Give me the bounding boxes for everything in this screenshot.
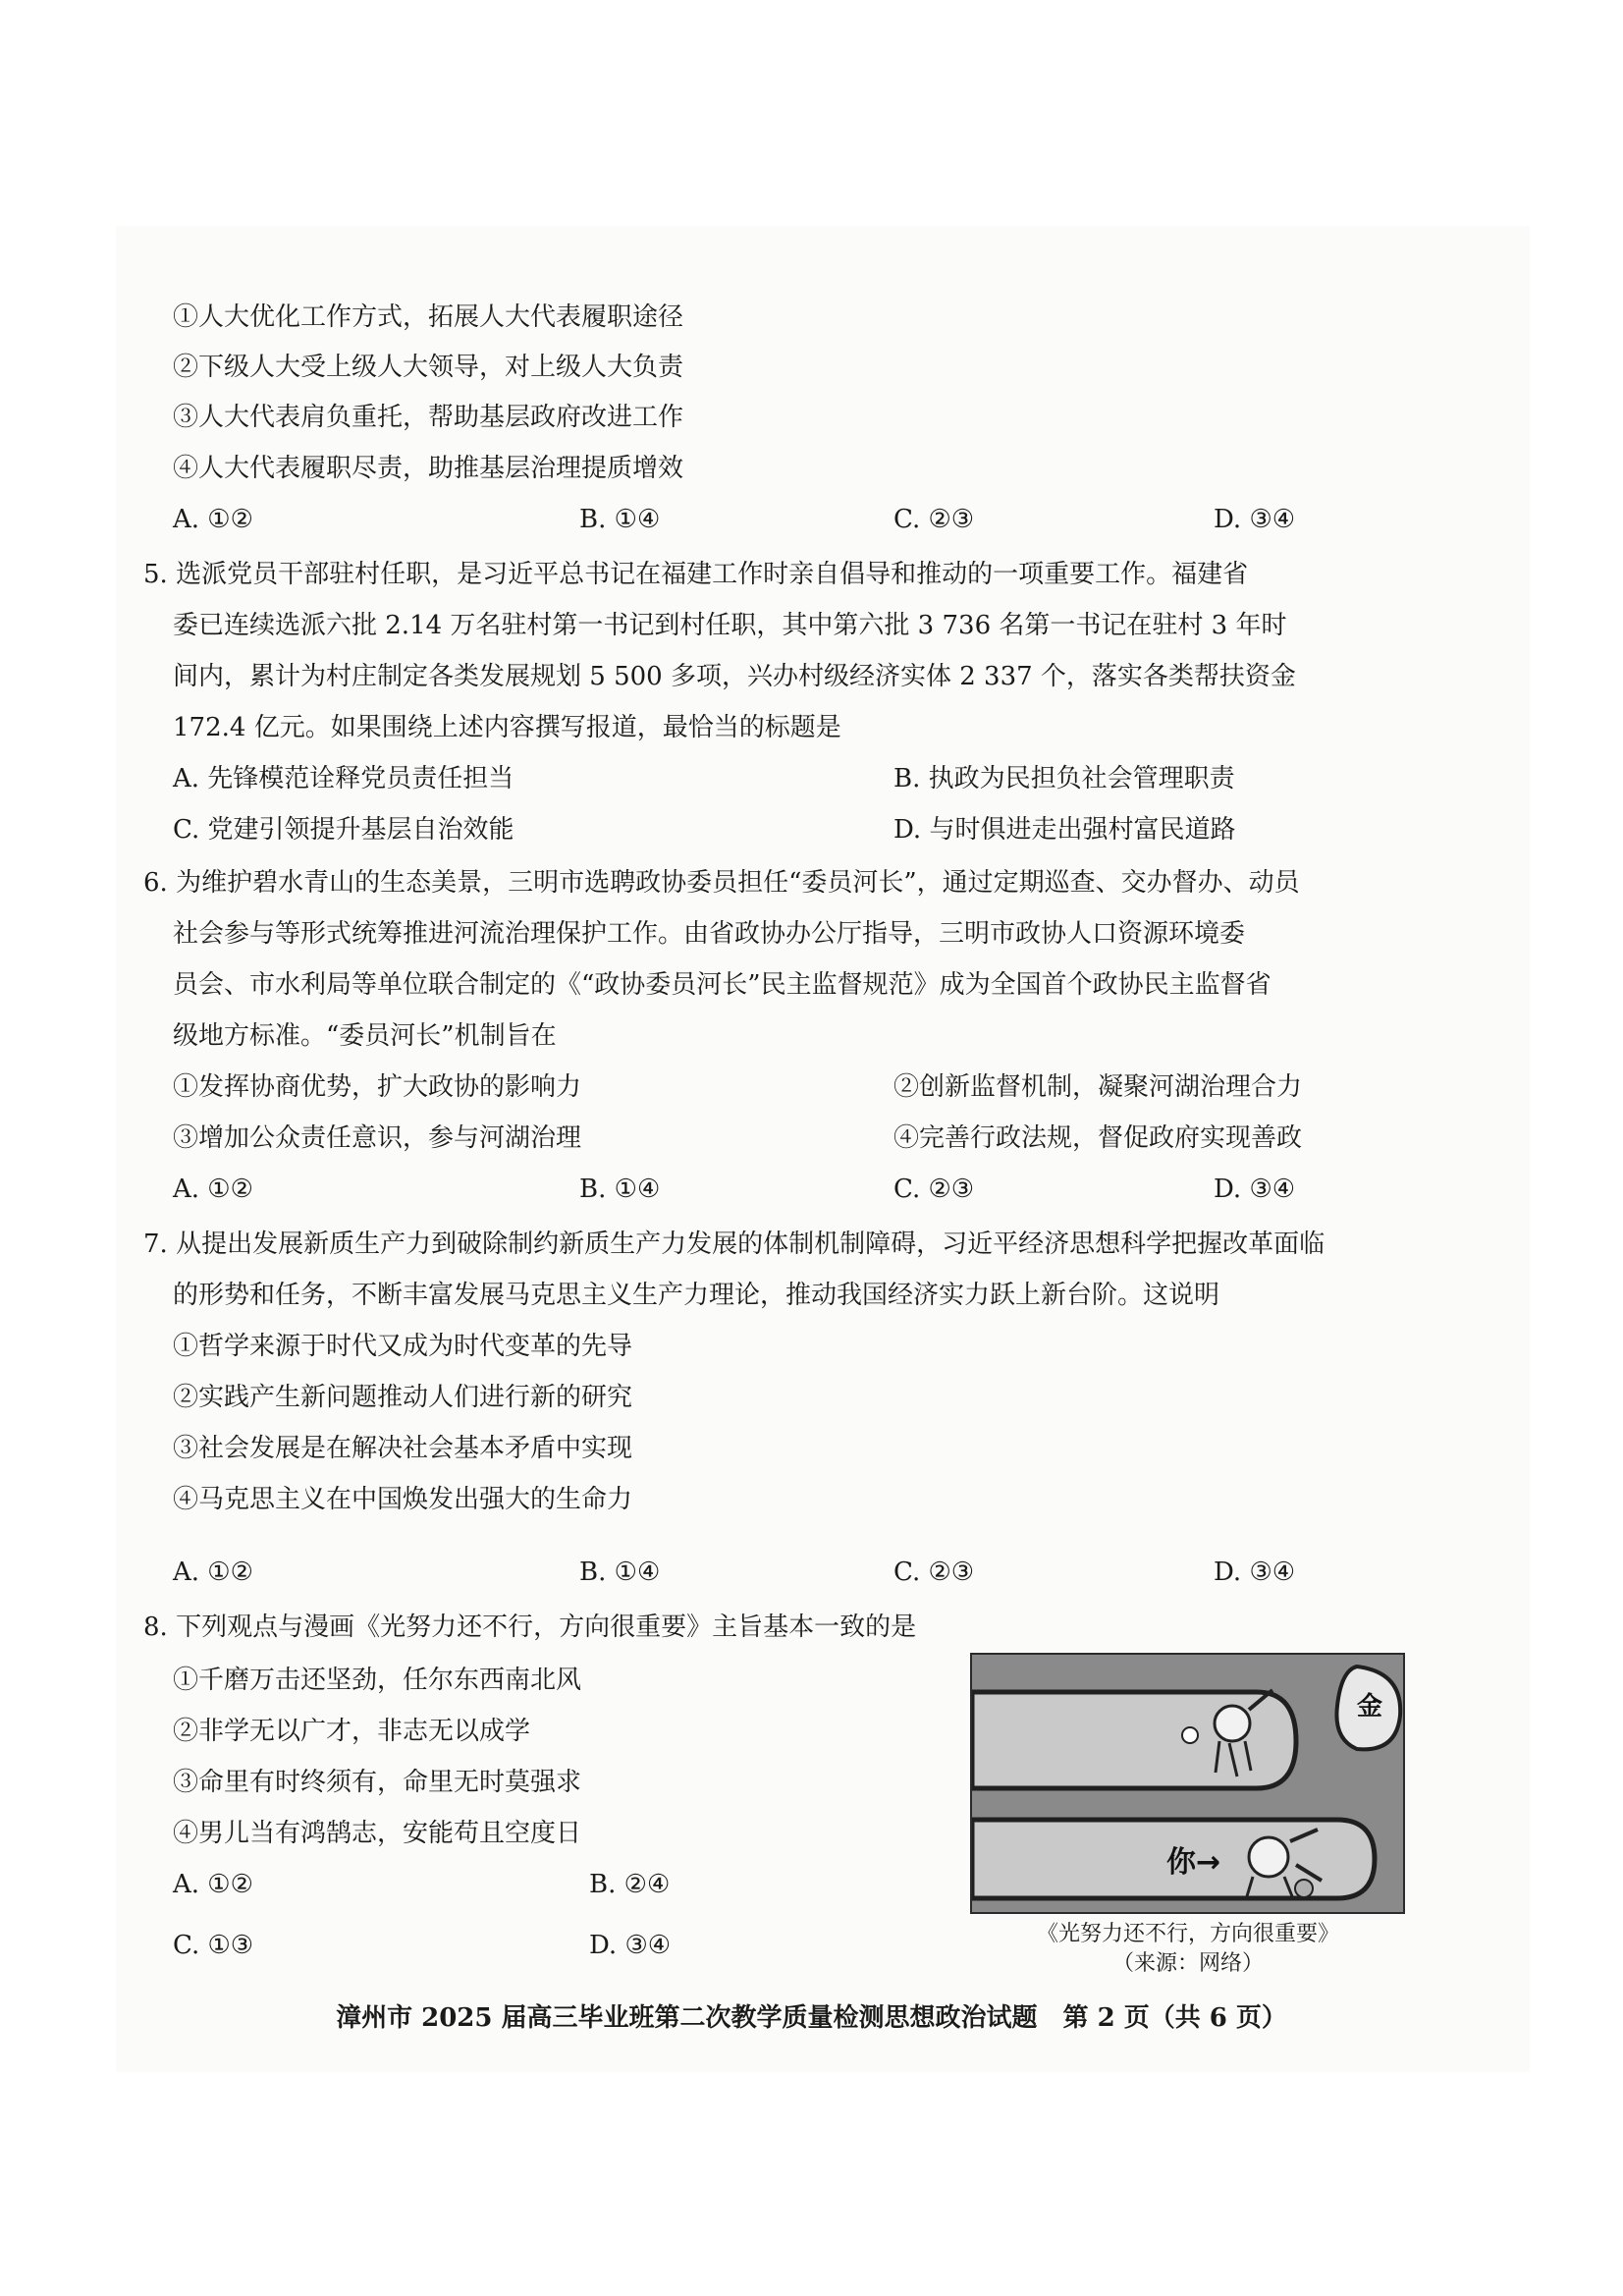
q8-option-a: A. ①② (173, 1870, 253, 1899)
q4-option-a: A. ①② (173, 505, 253, 534)
q7-item-1: ①哲学来源于时代又成为时代变革的先导 (173, 1332, 633, 1361)
q8-option-b: B. ②④ (589, 1870, 671, 1899)
q6-option-c: C. ②③ (893, 1175, 975, 1204)
q6-stem-line-3: 员会、市水利局等单位联合制定的《“政协委员河长”民主监督规范》成为全国首个政协民主监督省 (173, 970, 1271, 1000)
q8-option-c: C. ①③ (173, 1931, 254, 1960)
q5-stem-line-2: 委已连续选派六批 2.14 万名驻村第一书记到村任职，其中第六批 3 736 名第一书记在驻村 3 年时 (173, 611, 1287, 640)
q4-item-4: ④人大代表履职尽责，助推基层治理提质增效 (173, 454, 684, 483)
q6-option-a: A. ①② (173, 1175, 253, 1204)
q5-option-b: B. 执政为民担负社会管理职责 (893, 764, 1235, 793)
q5-stem-line-4: 172.4 亿元。如果围绕上述内容撰写报道，最恰当的标题是 (173, 713, 841, 742)
q8-item-4: ④男儿当有鸿鹄志，安能苟且空度日 (173, 1819, 582, 1848)
q6-item-4: ④完善行政法规，督促政府实现善政 (893, 1123, 1303, 1153)
q8-item-1: ①千磨万击还坚劲，任尔东西南北风 (173, 1666, 582, 1695)
q4-item-1: ①人大优化工作方式，拓展人大代表履职途径 (173, 302, 684, 332)
cartoon-gold-label: 金 (1357, 1692, 1383, 1722)
q5-stem-line-1: 5. 选派党员干部驻村任职，是习近平总书记在福建工作时亲自倡导和推动的一项重要工作。福建省 (143, 560, 1249, 589)
q4-option-c: C. ②③ (893, 505, 975, 534)
q5-option-a: A. 先锋模范诠释党员责任担当 (173, 764, 514, 793)
q7-item-3: ③社会发展是在解决社会基本矛盾中实现 (173, 1434, 633, 1463)
cartoon-tunnel-label: 你→ (1166, 1845, 1221, 1880)
q8-option-d: D. ③④ (589, 1931, 672, 1960)
q6-stem-line-2: 社会参与等形式统筹推进河流治理保护工作。由省政协办公厅指导，三明市政协人口资源环境委 (173, 919, 1246, 949)
q7-item-2: ②实践产生新问题推动人们进行新的研究 (173, 1383, 633, 1412)
q6-item-2: ②创新监督机制，凝聚河湖治理合力 (893, 1072, 1303, 1102)
q8-item-2: ②非学无以广才，非志无以成学 (173, 1717, 531, 1746)
q7-stem-line-1: 7. 从提出发展新质生产力到破除制约新质生产力发展的体制机制障碍，习近平经济思想科学把握改革面临 (143, 1230, 1325, 1259)
q7-option-b: B. ①④ (579, 1558, 661, 1587)
q6-option-d: D. ③④ (1214, 1175, 1296, 1204)
q6-item-3: ③增加公众责任意识，参与河湖治理 (173, 1123, 582, 1153)
q7-option-a: A. ①② (173, 1558, 253, 1587)
cartoon-source: （来源：网络） (1111, 1951, 1264, 1976)
cartoon-title: 《光努力还不行，方向很重要》 (1036, 1922, 1339, 1946)
cartoon-image (970, 1653, 1405, 1914)
q7-stem-line-2: 的形势和任务，不断丰富发展马克思主义生产力理论，推动我国经济实力跃上新台阶。这说明 (173, 1281, 1220, 1310)
q8-item-3: ③命里有时终须有，命里无时莫强求 (173, 1768, 582, 1797)
q5-option-c: C. 党建引领提升基层自治效能 (173, 815, 514, 845)
q8-stem-line-1: 8. 下列观点与漫画《光努力还不行，方向很重要》主旨基本一致的是 (143, 1613, 917, 1642)
q6-item-1: ①发挥协商优势，扩大政协的影响力 (173, 1072, 582, 1102)
q5-stem-line-3: 间内，累计为村庄制定各类发展规划 5 500 多项，兴办村级经济实体 2 337 个，落实各类帮扶资金 (173, 662, 1296, 691)
q4-option-b: B. ①④ (579, 505, 661, 534)
q4-item-3: ③人大代表肩负重托，帮助基层政府改进工作 (173, 403, 684, 432)
cartoon-caption (982, 1920, 1394, 1979)
q5-option-d: D. 与时俱进走出强村富民道路 (893, 815, 1236, 845)
q6-stem-line-1: 6. 为维护碧水青山的生态美景，三明市选聘政协委员担任“委员河长”，通过定期巡查、交办督办、动员 (143, 868, 1300, 898)
q7-item-4: ④马克思主义在中国焕发出强大的生命力 (173, 1485, 633, 1514)
q7-option-d: D. ③④ (1214, 1558, 1296, 1587)
q4-option-d: D. ③④ (1214, 505, 1296, 534)
q6-stem-line-4: 级地方标准。“委员河长”机制旨在 (173, 1021, 557, 1051)
page-footer: 漳州市 2025 届高三毕业班第二次教学质量检测思想政治试题 第 2 页（共 6 页） (336, 2003, 1287, 2033)
q7-option-c: C. ②③ (893, 1558, 975, 1587)
q4-item-2: ②下级人大受上级人大领导，对上级人大负责 (173, 353, 684, 382)
q6-option-b: B. ①④ (579, 1175, 661, 1204)
